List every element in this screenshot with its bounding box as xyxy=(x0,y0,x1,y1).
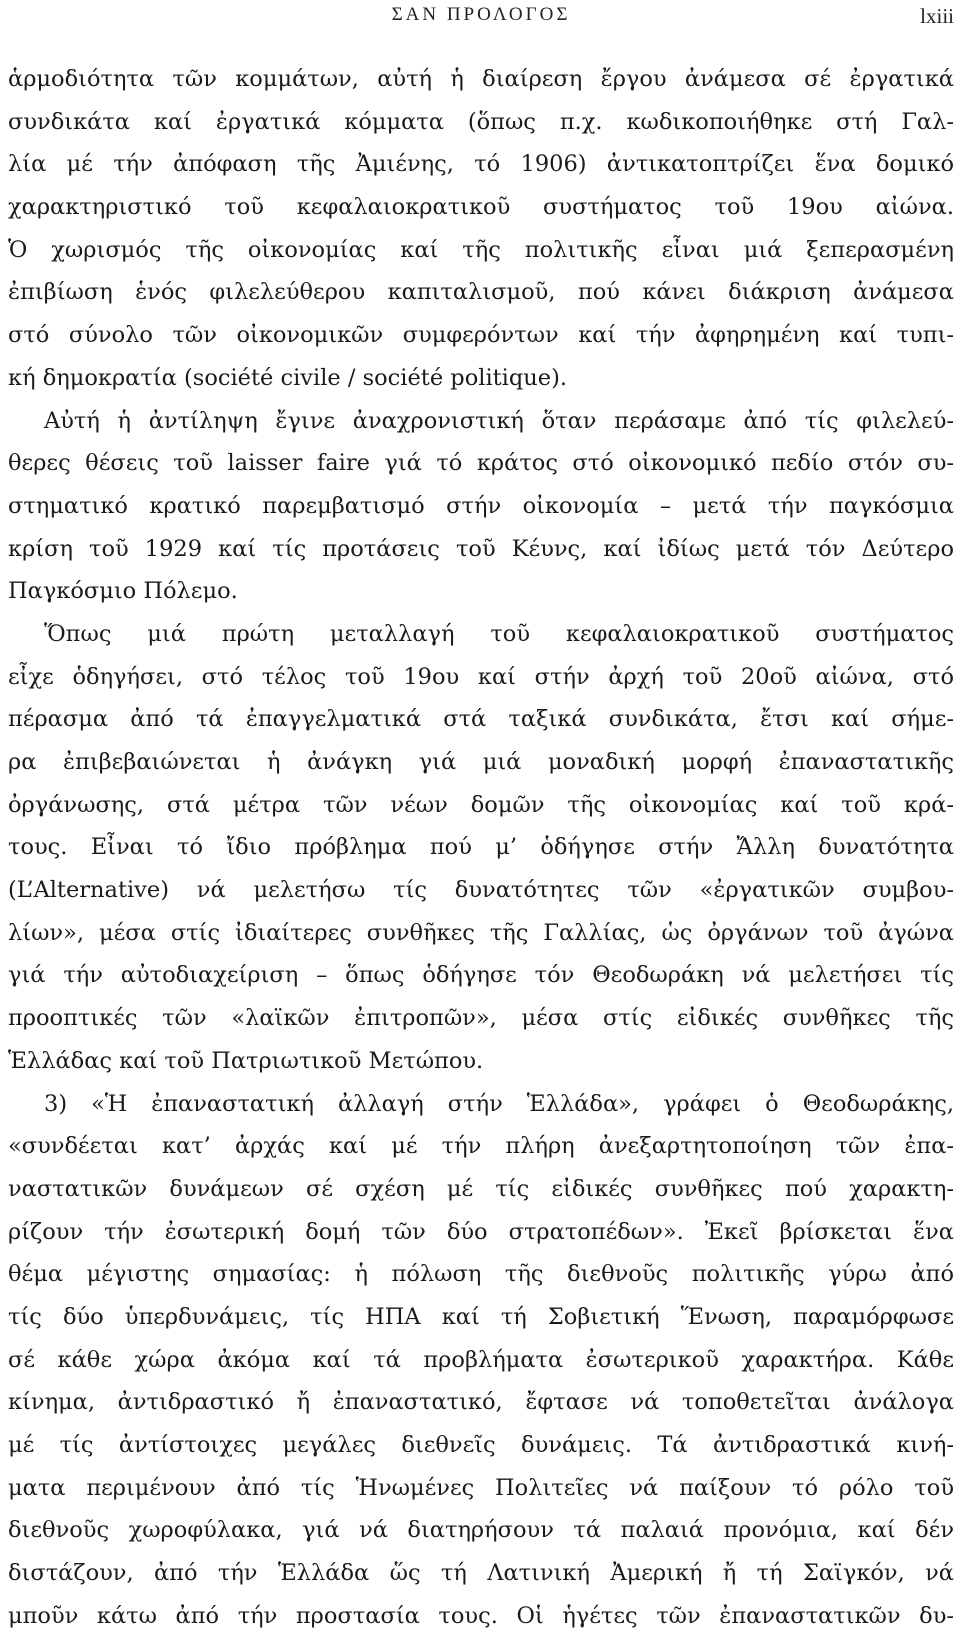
text-line: πέρασμα ἀπό τά ἐπαγγελματικά στά ταξικά συνδικάτα, ἔτσι καί σήμε- xyxy=(8,706,954,733)
text-line: στηματικό κρατικό παρεμβατισμό στήν οἰκονομία – μετά τήν παγκόσμια xyxy=(8,492,954,519)
text-line: ἐπιβίωση ἑνός φιλελεύθερου καπιταλισμοῦ, πού κάνει διάκριση ἀνάμεσα xyxy=(8,279,954,306)
text-line: «συνδέεται κατ’ ἀρχάς καί μέ τήν πλήρη ἀνεξαρτητοποίηση τῶν ἐπα- xyxy=(8,1133,954,1160)
text-line: κίνημα, ἀντιδραστικό ἤ ἐπαναστατικό, ἔφτασε νά τοποθετεῖται ἀνάλογα xyxy=(8,1389,954,1416)
text-line: λίων», μέσα στίς ἰδιαίτερες συνθῆκες τῆς Γαλλίας, ὡς ὀργάνων τοῦ ἀγώνα xyxy=(8,919,954,946)
text-line: κρίση τοῦ 1929 καί τίς προτάσεις τοῦ Κέυνς, καί ἰδίως μετά τόν Δεύτερο xyxy=(8,535,954,562)
text-line: Ὅπως μιά πρώτη μεταλλαγή τοῦ κεφαλαιοκρατικοῦ συστήματος xyxy=(44,620,954,647)
page-header xyxy=(8,0,954,38)
text-line: τους. Εἶναι τό ἴδιο πρόβλημα πού μ’ ὁδήγησε στήν Ἄλλη δυνατότητα xyxy=(8,834,954,861)
text-line: χαρακτηριστικό τοῦ κεφαλαιοκρατικοῦ συστήματος τοῦ 19ου αἰώνα. xyxy=(8,194,954,221)
text-line: ὀργάνωσης, στά μέτρα τῶν νέων δομῶν τῆς οἰκονομίας καί τοῦ κρά- xyxy=(8,791,954,818)
text-line: ρα ἐπιβεβαιώνεται ἡ ἀνάγκη γιά μιά μοναδική μορφή ἐπαναστατικῆς xyxy=(8,749,954,775)
text-line: κή δημοκρατία (société civile / société politique). xyxy=(8,364,568,391)
text-line: τίς δύο ὑπερδυνάμεις, τίς ΗΠΑ καί τή Σοβιετική Ἕνωση, παραμόρφωσε xyxy=(8,1303,954,1330)
text-line: (L’Alternative) νά μελετήσω τίς δυνατότητες τῶν «ἐργατικῶν συμβου- xyxy=(8,877,954,904)
text-line: θερες θέσεις τοῦ laisser faire γιά τό κράτος στό οἰκονομικό πεδίο στόν συ- xyxy=(8,450,954,477)
text-line: προοπτικές τῶν «λαϊκῶν ἐπιτροπῶν», μέσα στίς εἰδικές συνθῆκες τῆς xyxy=(8,1005,954,1032)
text-line: λία μέ τήν ἀπόφαση τῆς Ἀμιένης, τό 1906) ἀντικατοπτρίζει ἕνα δομικό xyxy=(8,151,954,178)
text-line: μποῦν κάτω ἀπό τήν προστασία τους. Οἱ ἡγέτες τῶν ἐπαναστατικῶν δυ- xyxy=(8,1602,954,1629)
text-line: ρίζουν τήν ἐσωτερική δομή τῶν δύο στρατοπέδων». Ἐκεῖ βρίσκεται ἕνα xyxy=(8,1218,954,1245)
text-line: συνδικάτα καί ἐργατικά κόμματα (ὅπως π.χ. κωδικοποιήθηκε στή Γαλ- xyxy=(8,108,954,135)
text-line: διεθνοῦς χωροφύλακα, γιά νά διατηρήσουν τά παλαιά προνόμια, καί δέν xyxy=(8,1517,954,1544)
text-line: Παγκόσμιο Πόλεμο. xyxy=(8,578,238,605)
body-text xyxy=(8,58,954,1637)
running-head: ΣΑΝ ΠΡΟΛΟΓΟΣ xyxy=(391,4,571,25)
text-line: γιά τήν αὐτοδιαχείριση – ὅπως ὁδήγησε τόν Θεοδωράκη νά μελετήσει τίς xyxy=(8,962,954,989)
text-line: διστάζουν, ἀπό τήν Ἑλλάδα ὥς τή Λατινική Ἀμερική ἤ τή Σαϊγκόν, νά xyxy=(8,1560,954,1587)
book-page xyxy=(8,0,954,1637)
text-line: μέ τίς ἀντίστοιχες μεγάλες διεθνεῖς δυνάμεις. Τά ἀντιδραστικά κινή- xyxy=(8,1432,954,1458)
text-line: Αὐτή ἡ ἀντίληψη ἔγινε ἀναχρονιστική ὅταν περάσαμε ἀπό τίς φιλελεύ- xyxy=(44,407,954,434)
page-number: lxiii xyxy=(920,4,954,28)
text-line: θέμα μέγιστης σημασίας: ἡ πόλωση τῆς διεθνοῦς πολιτικῆς γύρω ἀπό xyxy=(8,1261,954,1288)
text-line: σέ κάθε χώρα ἀκόμα καί τά προβλήματα ἐσωτερικοῦ χαρακτήρα. Κάθε xyxy=(8,1346,954,1373)
text-line: 3) «Ἡ ἐπαναστατική ἀλλαγή στήν Ἑλλάδα», γράφει ὁ Θεοδωράκης, xyxy=(44,1090,954,1117)
text-line: εἶχε ὁδηγήσει, στό τέλος τοῦ 19ου καί στήν ἀρχή τοῦ 20οῦ αἰώνα, στό xyxy=(8,663,954,690)
text-line: ματα περιμένουν ἀπό τίς Ἡνωμένες Πολιτεῖες νά παίξουν τό ρόλο τοῦ xyxy=(8,1474,954,1501)
text-line: ναστατικῶν δυνάμεων σέ σχέση μέ τίς εἰδικές συνθῆκες πού χαρακτη- xyxy=(8,1175,954,1202)
text-line: Ἑλλάδας καί τοῦ Πατριωτικοῦ Μετώπου. xyxy=(8,1047,484,1074)
text-line: ἁρμοδιότητα τῶν κομμάτων, αὐτή ἡ διαίρεση ἔργου ἀνάμεσα σέ ἐργατικά xyxy=(8,66,954,92)
text-line: Ὁ χωρισμός τῆς οἰκονομίας καί τῆς πολιτικῆς εἶναι μιά ξεπερασμένη xyxy=(8,236,954,263)
text-line: στό σύνολο τῶν οἰκονομικῶν συμφερόντων καί τήν ἀφηρημένη καί τυπι- xyxy=(8,322,954,349)
